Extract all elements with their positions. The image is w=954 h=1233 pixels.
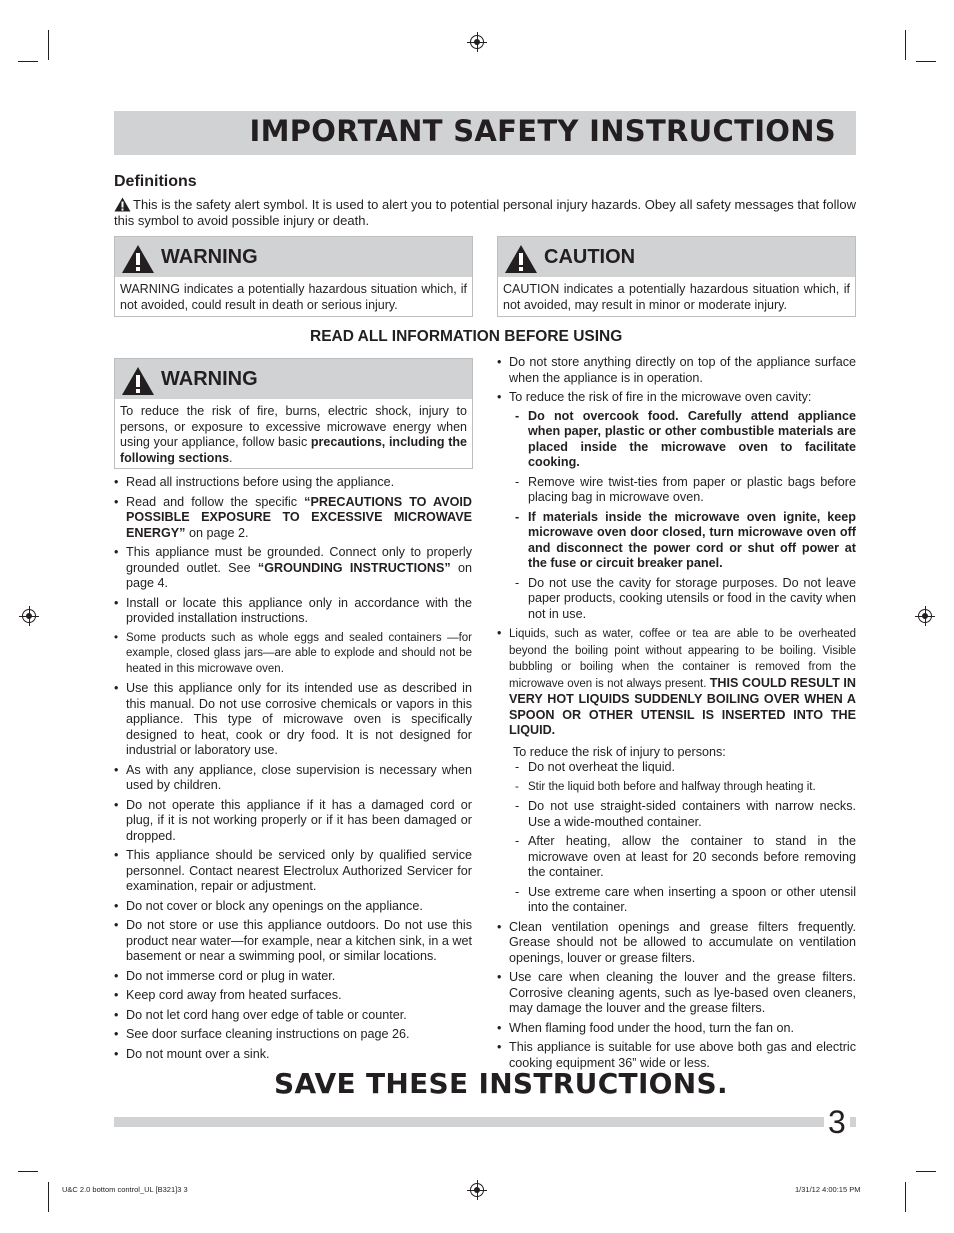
warning-label: WARNING [161,246,258,268]
caution-definition-text: CAUTION indicates a potentially hazardous situation which, if not avoided, may result in minor or moderate injury. [503,282,850,312]
save-instructions-heading: SAVE THESE INSTRUCTIONS. [274,1067,728,1100]
footer-bar [114,1117,856,1127]
page-number: 3 [824,1104,850,1141]
list-item: • Do not mount over a sink. [114,1047,472,1063]
list-item: • Read and follow the specific “PRECAUTIONS TO AVOID POSSIBLE EXPOSURE TO EXCESSIVE MICROWAVE ENERGY” on page 2. [114,495,472,542]
sub-list-item: - Use extreme care when inserting a spoon or other utensil into the container. [509,885,856,916]
title-bar [114,111,856,155]
warning-triangle-icon [121,244,155,274]
list-item: • Some products such as whole eggs and sealed containers —for example, closed glass jars—are able to explode and should not be heated in this microwave oven. [114,631,472,678]
caution-label: CAUTION [544,246,636,268]
definitions-heading: Definitions [114,173,197,190]
read-all-heading: READ ALL INFORMATION BEFORE USING [310,328,623,345]
registration-mark-icon [470,35,484,49]
list-item: • Do not cover or block any openings on the appliance. [114,899,472,915]
list-item: • This appliance should be serviced only by qualified service personnel. Contact nearest Electrolux Authorized Servicer for examination, repair or adjustment. [114,848,472,895]
list-item: • Install or locate this appliance only in accordance with the provided installation instructions. [114,596,472,627]
sub-list-item: - After heating, allow the container to stand in the microwave oven at least for 20 seconds before removing the container. [509,834,856,881]
sub-list-item: - If materials inside the microwave oven ignite, keep microwave oven door closed, turn microwave oven off and disconnect the power cord or shut off power at the fuse or circuit breaker panel. [509,510,856,572]
list-item: • Clean ventilation openings and grease filters frequently. Grease should not be allowed to accumulate on ventilation openings, louver or grease filters. [497,920,856,967]
list-item: • Do not operate this appliance if it has a damaged cord or plug, if it is not working properly or if it has been damaged or dropped. [114,798,472,845]
sub-list-item: - Do not overcook food. Carefully attend appliance when paper, plastic or other combustible materials are placed inside the microwave oven to facilitate cooking. [509,409,856,471]
crop-mark [916,61,936,62]
left-safety-list [114,475,472,1066]
sub-list [509,409,856,623]
warning-definition-box [114,236,473,317]
print-slug-filename: U&C 2.0 bottom control_UL [B321]3 3 [62,1185,188,1194]
caution-triangle-icon [504,244,538,274]
main-warning-box [114,358,473,469]
sub-list [509,760,856,916]
registration-mark-icon [918,609,932,623]
sub-list-item: - Do not use straight-sided containers with narrow necks. Use a wide-mouthed container. [509,799,856,830]
sub-list-item: - Do not overheat the liquid. [509,760,856,776]
caution-definition-box [497,236,856,317]
registration-mark-icon [470,1183,484,1197]
list-item: • This appliance is suitable for use above both gas and electric cooking equipment 36” wide or less. [497,1040,856,1071]
list-item: • Liquids, such as water, coffee or tea are able to be overheated beyond the boiling point without appearing to be boiling. Visible bubbling or boiling when the container is removed from the microwave oven is not always present. THIS COULD RESULT IN VERY HOT LIQUIDS SUDDENLY BOILING OVER WHEN A SPOON OR OTHER UTENSIL IS INSERTED INTO THE LIQUID. To reduce the risk of injury to persons: - Do not overheat the liquid. - Stir the liquid both before and halfway through heating it. - Do not use straight-sided containers with narrow necks. Use a wide-mouthed container. - After heating, allow the container to stand in the microwave oven at least for 20 seconds before removing the container. - Use extreme care when inserting a spoon or other utensil into the container. [497,626,856,916]
crop-mark [48,30,49,60]
sub-list-item: - Stir the liquid both before and halfway through heating it. [509,780,856,796]
definitions-text: This is the safety alert symbol. It is used to alert you to potential personal injury hazards. Obey all safety messages that follow this symbol to avoid possible injury or death. [114,197,856,228]
safety-alert-icon [114,197,131,212]
list-item: • Keep cord away from heated surfaces. [114,988,472,1004]
crop-mark [905,1182,906,1212]
list-item: • Do not store or use this appliance outdoors. Do not use this product near water—for example, near a kitchen sink, in a wet basement or near a swimming pool, or similar locations. [114,918,472,965]
list-item: • To reduce the risk of fire in the microwave oven cavity: - Do not overcook food. Carefully attend appliance when paper, plastic or other combustible materials are placed inside the microwave oven to facilitate cooking. - Remove wire twist-ties from paper or plastic bags before placing bag in microwave oven. - If materials inside the microwave oven ignite, keep microwave oven door closed, turn microwave oven off and disconnect the power cord or shut off power at the fuse or circuit breaker panel. - Do not use the cavity for storage purposes. Do not leave paper products, cooking utensils or food in the cavity when not in use. [497,390,856,622]
warning-label: WARNING [161,368,258,390]
list-item: • Use this appliance only for its intended use as described in this manual. Do not use corrosive chemicals or vapors in this appliance. This type of microwave oven is specifically designed to heat, cook or dry food. It is not designed for industrial or laboratory use. [114,681,472,759]
warning-definition-text: WARNING indicates a potentially hazardous situation which, if not avoided, could result in death or serious injury. [120,282,467,312]
list-item: • Do not let cord hang over edge of table or counter. [114,1008,472,1024]
page-title: IMPORTANT SAFETY INSTRUCTIONS [249,114,836,148]
crop-mark [916,1171,936,1172]
warning-triangle-icon [121,366,155,396]
list-item: • Use care when cleaning the louver and the grease filters. Corrosive cleaning agents, such as lye-based oven cleaners, may damage the louver and the grease filters. [497,970,856,1017]
list-item: • Read all instructions before using the appliance. [114,475,472,491]
crop-mark [18,61,38,62]
list-item: • Do not store anything directly on top of the appliance surface when the appliance is in operation. [497,355,856,386]
right-safety-list [497,355,856,1075]
registration-mark-icon [22,609,36,623]
crop-mark [905,30,906,60]
list-item: • When flaming food under the hood, turn the fan on. [497,1021,856,1037]
print-slug-timestamp: 1/31/12 4:00:15 PM [795,1185,861,1194]
list-item: • See door surface cleaning instructions on page 26. [114,1027,472,1043]
list-item: • As with any appliance, close supervision is necessary when used by children. [114,763,472,794]
list-item: • This appliance must be grounded. Connect only to properly grounded outlet. See “GROUNDING INSTRUCTIONS” on page 4. [114,545,472,592]
list-item: • Do not immerse cord or plug in water. [114,969,472,985]
sub-list-item: - Remove wire twist-ties from paper or plastic bags before placing bag in microwave oven. [509,475,856,506]
crop-mark [18,1171,38,1172]
main-warning-text: To reduce the risk of fire, burns, electric shock, injury to persons, or exposure to excessive microwave energy when using your appliance, follow basic precautions, including the following sections. [120,404,467,465]
crop-mark [48,1182,49,1212]
sub-list-item: - Do not use the cavity for storage purposes. Do not leave paper products, cooking utensils or food in the cavity when not in use. [509,576,856,623]
